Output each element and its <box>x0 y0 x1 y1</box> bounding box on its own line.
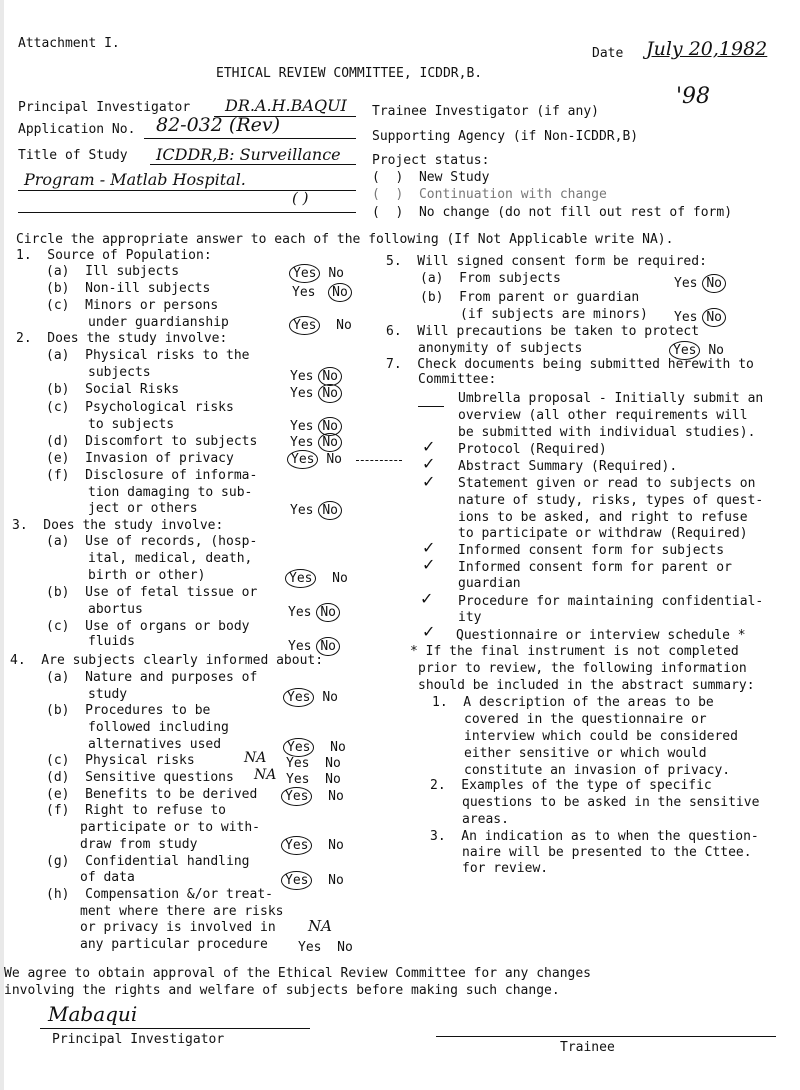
application-label: Application No. <box>18 122 136 137</box>
q1-c-line1: (c) Minors or persons <box>46 298 219 313</box>
umbrella-line1: Umbrella proposal - Initially submit an <box>458 391 764 406</box>
q3-c-answer: Yes No <box>288 639 340 654</box>
q4-d-answer: Yes No <box>286 772 341 787</box>
pi-signature-line <box>40 1028 310 1029</box>
q1-b: (b) Non-ill subjects <box>46 281 211 296</box>
title-value-line2: Program - Matlab Hospital. <box>24 170 246 189</box>
q3-a-line3: birth or other) <box>88 568 206 583</box>
trainee-signature-label: Trainee <box>560 1040 615 1055</box>
application-underline <box>144 138 356 139</box>
title-value-line1: ICDDR,B: Surveillance <box>156 145 341 164</box>
doc-statement-line3: ions to be asked, and right to refuse <box>458 510 748 525</box>
agreement-line1: We agree to obtain approval of the Ethical Review Committee for any changes <box>4 966 591 981</box>
q4-g-line2: of data <box>80 870 135 885</box>
q4-f-line2: participate or to with- <box>80 820 261 835</box>
note-item1-line3: interview which could be considered <box>464 729 738 744</box>
q5-a-answer: Yes No <box>674 276 726 291</box>
q1-b-answer: Yes No <box>292 285 352 300</box>
instruction-line: Circle the appropriate answer to each of the following (If Not Applicable write NA). <box>16 232 674 247</box>
doc-consent-subjects: Informed consent form for subjects <box>458 543 725 558</box>
note-item2-line2: questions to be asked in the sensitive <box>462 795 760 810</box>
q2-e: (e) Invasion of privacy <box>46 451 234 466</box>
q4-e-answer: Yes No <box>284 789 344 804</box>
note-item3-line1: 3. An indication as to when the question- <box>430 829 759 844</box>
q2-f-line3: ject or others <box>88 501 198 516</box>
doc-statement-line2: nature of study, risks, types of quest- <box>458 493 764 508</box>
umbrella-line2: overview (all other requirements will <box>458 408 748 423</box>
q3-b-answer: Yes No <box>288 605 340 620</box>
q3-a-line2: ital, medical, death, <box>88 551 253 566</box>
q2-d: (d) Discomfort to subjects <box>46 434 258 449</box>
q2-f-line1: (f) Disclosure of informa- <box>46 468 258 483</box>
doc-protocol: Protocol (Required) <box>458 442 607 457</box>
q3-c-line2: fluids <box>88 634 135 649</box>
date-label: Date <box>592 46 624 61</box>
q4-e: (e) Benefits to be derived <box>46 787 258 802</box>
q4-g-line1: (g) Confidential handling <box>46 854 250 869</box>
q3-a-answer: Yes No <box>288 571 348 586</box>
doc-consent-parent-line2: guardian <box>458 576 521 591</box>
q4-b-line3: alternatives used <box>88 737 222 752</box>
q4-b-line1: (b) Procedures to be <box>46 703 211 718</box>
q4-g-answer: Yes No <box>284 873 344 888</box>
note-item3-line2: naire will be presented to the Cttee. <box>462 845 752 860</box>
doc-consent-parent-line1: Informed consent form for parent or <box>458 560 732 575</box>
q6-line1: 6. Will precautions be taken to protect <box>386 324 700 339</box>
status-new-study: ( ) New Study <box>372 170 490 185</box>
q4-d: (d) Sensitive questions <box>46 770 234 785</box>
q4-h-line2: ment where there are risks <box>80 904 284 919</box>
note-line2: prior to review, the following information <box>418 661 747 676</box>
q4-a-answer: Yes No <box>286 690 338 705</box>
status-no-change: ( ) No change (do not fill out rest of form) <box>372 205 733 220</box>
q3-b-line2: abortus <box>88 602 143 617</box>
title-label: Title of Study <box>18 148 128 163</box>
q2-e-answer: Yes No <box>290 452 342 467</box>
q4-f-line3: draw from study <box>80 837 198 852</box>
q2-a-answer: Yes No <box>290 369 342 384</box>
note-line1: * If the final instrument is not completed <box>410 644 739 659</box>
q7-line2: Committee: <box>418 372 497 387</box>
pi-value: DR.A.H.BAQUI <box>225 96 347 115</box>
q3-a-line1: (a) Use of records, (hosp- <box>46 534 258 549</box>
q3-title: 3. Does the study involve: <box>12 518 224 533</box>
q2-e-connector <box>356 460 402 461</box>
q4-h-line3: or privacy is involved in <box>80 920 276 935</box>
q5-b-line1: (b) From parent or guardian <box>420 290 640 305</box>
check-icon: ✓ <box>422 538 436 557</box>
agreement-line2: involving the rights and welfare of subjects before making such change. <box>4 983 560 998</box>
umbrella-blank <box>418 406 444 407</box>
date-value: July 20,1982 <box>646 38 768 60</box>
committee-heading: ETHICAL REVIEW COMMITTEE, ICDDR,B. <box>216 66 483 81</box>
scan-edge <box>0 0 4 1090</box>
status-continuation: ( ) Continuation with change <box>372 187 607 202</box>
q4-b-line2: followed including <box>88 720 229 735</box>
check-icon: ✓ <box>422 437 436 456</box>
check-icon: ✓ <box>422 454 436 473</box>
note-item1-line5: constitute an invasion of privacy. <box>464 763 731 778</box>
q4-c-answer: Yes No <box>286 756 341 771</box>
doc-abstract: Abstract Summary (Required). <box>458 459 678 474</box>
q4-c: (c) Physical risks <box>46 753 195 768</box>
q2-title: 2. Does the study involve: <box>16 331 228 346</box>
q1-c-line2: under guardianship <box>88 315 229 330</box>
doc-procedure-line2: ity <box>458 610 482 625</box>
q4-h-line4: any particular procedure <box>80 937 268 952</box>
attachment-label: Attachment I. <box>18 36 120 51</box>
q7-line1: 7. Check documents being submitted herewith to <box>386 357 754 372</box>
q1-a-answer: Yes No <box>292 266 344 281</box>
check-icon: ✓ <box>422 472 436 491</box>
note-item3-line3: for review. <box>462 861 549 876</box>
doc-procedure-line1: Procedure for maintaining confidential- <box>458 594 764 609</box>
agency-label: Supporting Agency (if Non-ICDDR,B) <box>372 129 639 144</box>
note-item2-line1: 2. Examples of the type of specific <box>430 778 712 793</box>
q1-c-answer: Yes No <box>292 318 352 333</box>
reference-number: '98 <box>676 84 711 109</box>
q4-f-answer: Yes No <box>284 838 344 853</box>
q2-a-line1: (a) Physical risks to the <box>46 348 250 363</box>
title-value-line3: ( ) <box>292 189 309 207</box>
q2-c-answer: Yes No <box>290 419 342 434</box>
doc-questionnaire: Questionnaire or interview schedule * <box>456 628 746 643</box>
q5-b-line2: (if subjects are minors) <box>460 307 648 322</box>
q5-b-answer: Yes No <box>674 310 726 325</box>
q4-h-na: NA <box>308 917 332 935</box>
q2-d-answer: Yes No <box>290 435 342 450</box>
q1-title: 1. Source of Population: <box>16 248 212 263</box>
note-line3: should be included in the abstract summary: <box>418 678 755 693</box>
q4-h-answer: Yes No <box>298 940 353 955</box>
q6-line2: anonymity of subjects <box>418 341 583 356</box>
note-item1-line4: either sensitive or which would <box>464 746 707 761</box>
note-item2-line3: areas. <box>462 812 509 827</box>
title-underline-3 <box>18 212 356 213</box>
status-label: Project status: <box>372 153 490 168</box>
check-icon: ✓ <box>420 589 434 608</box>
q4-b-answer: Yes No <box>286 740 346 755</box>
q1-a: (a) Ill subjects <box>46 264 180 279</box>
q2-b: (b) Social Risks <box>46 382 180 397</box>
q5-a: (a) From subjects <box>420 271 561 286</box>
q4-h-line1: (h) Compensation &/or treat- <box>46 887 273 902</box>
doc-statement-line4: to participate or withdraw (Required) <box>458 526 748 541</box>
q2-a-line2: subjects <box>88 365 151 380</box>
q4-f-line1: (f) Right to refuse to <box>46 803 227 818</box>
q2-f-answer: Yes No <box>290 503 342 518</box>
pi-signature: Mabaqui <box>48 1002 138 1026</box>
check-icon: ✓ <box>422 555 436 574</box>
q6-answer: Yes No <box>672 343 724 358</box>
q5-title: 5. Will signed consent form be required: <box>386 254 707 269</box>
q4-c-na: NA <box>244 750 267 766</box>
q4-title: 4. Are subjects clearly informed about: <box>10 653 324 668</box>
title-underline-1 <box>150 164 356 165</box>
check-icon: ✓ <box>422 622 436 641</box>
q4-a-line2: study <box>88 687 128 702</box>
q4-d-na: NA <box>254 767 277 783</box>
q2-c-line2: to subjects <box>88 417 175 432</box>
q3-c-line1: (c) Use of organs or body <box>46 619 250 634</box>
doc-statement-line1: Statement given or read to subjects on <box>458 476 756 491</box>
q4-a-line1: (a) Nature and purposes of <box>46 670 258 685</box>
note-item1-line2: covered in the questionnaire or <box>464 712 707 727</box>
application-value: 82-032 (Rev) <box>156 114 281 136</box>
q2-c-line1: (c) Psychological risks <box>46 400 234 415</box>
note-item1-line1: 1. A description of the areas to be <box>432 695 714 710</box>
q3-b-line1: (b) Use of fetal tissue or <box>46 585 258 600</box>
pi-label: Principal Investigator <box>18 100 191 115</box>
umbrella-line3: be submitted with individual studies). <box>458 425 756 440</box>
q2-f-line2: tion damaging to sub- <box>88 485 253 500</box>
pi-signature-label: Principal Investigator <box>52 1032 225 1047</box>
trainee-signature-line <box>436 1036 776 1037</box>
trainee-label: Trainee Investigator (if any) <box>372 104 599 119</box>
q2-b-answer: Yes No <box>290 386 342 401</box>
